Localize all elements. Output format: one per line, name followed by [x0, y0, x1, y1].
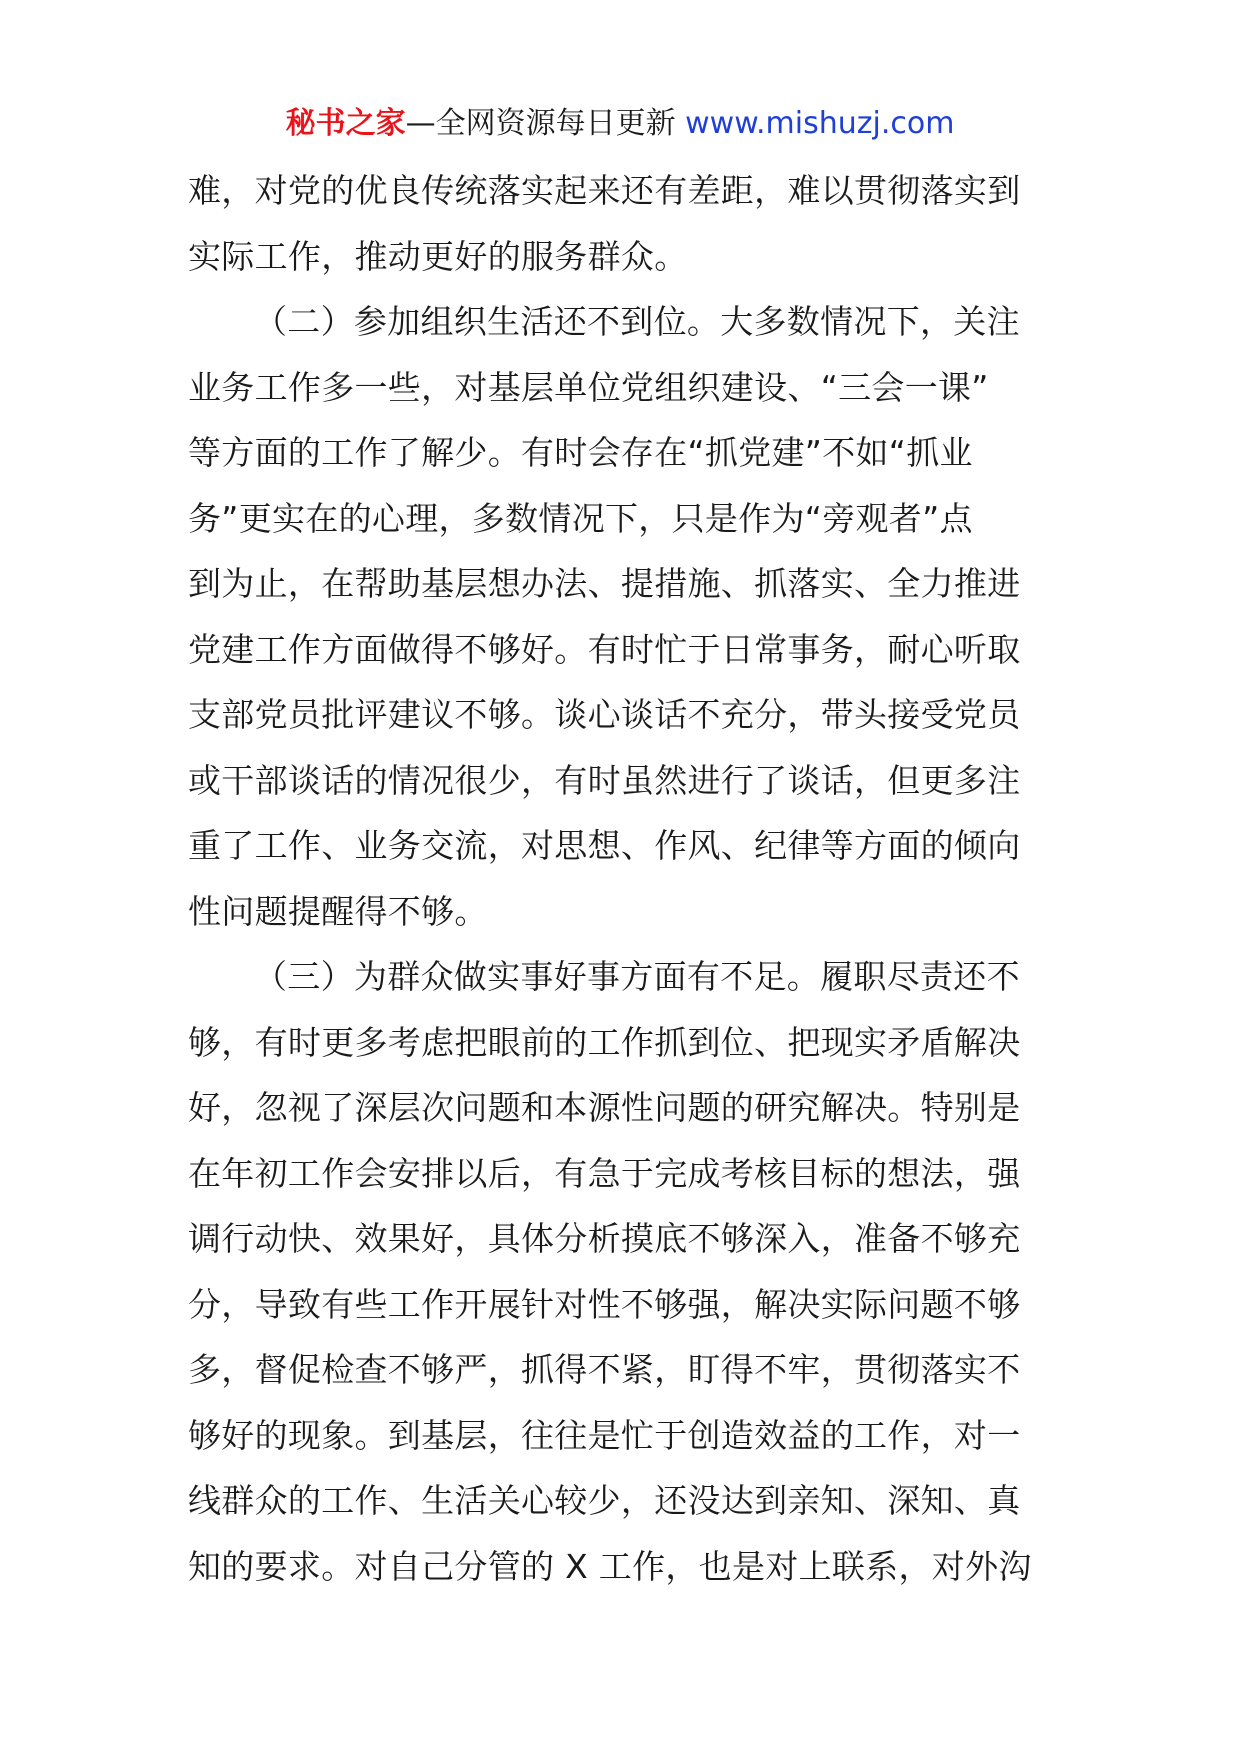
document-body: [188, 158, 1053, 1599]
section-heading-line: （二）参加组织生活还不到位。大多数情况下，关注: [254, 302, 1020, 341]
text-line: 实际工作，推动更好的服务群众。: [188, 236, 688, 276]
text-line: 够好的现象。到基层，往往是忙于创造效益的工作，对一: [188, 1415, 1021, 1455]
site-slogan: —全网资源每日更新: [405, 106, 676, 141]
text-line: 支部党员批评建议不够。谈心谈话不充分，带头接受党员: [188, 695, 1021, 734]
text-line: 党建工作方面做得不够好。有时忙于日常事务，耐心听取: [188, 629, 1021, 669]
text-line: 线群众的工作、生活关心较少，还没达到亲知、深知、真: [188, 1481, 1021, 1520]
text-line: 重了工作、业务交流，对思想、作风、纪律等方面的倾向: [188, 826, 1021, 865]
text-line: 性问题提醒得不够。: [188, 891, 488, 931]
text-line: 到为止，在帮助基层想办法、提措施、抓落实、全力推进: [188, 564, 1021, 603]
text-line: 在年初工作会安排以后，有急于完成考核目标的想法，强: [188, 1153, 1021, 1193]
text-line: 难，对党的优良传统落实起来还有差距，难以贯彻落实到: [188, 171, 1021, 210]
text-line: 或干部谈话的情况很少，有时虽然进行了谈话，但更多注: [188, 760, 1021, 800]
section-heading-line: （三）为群众做实事好事方面有不足。履职尽责还不: [254, 957, 1020, 996]
site-brand: 秘书之家: [285, 106, 406, 141]
text-line: 分，导致有些工作开展针对性不够强，解决实际问题不够: [188, 1284, 1021, 1324]
text-line: 知的要求。对自己分管的 X 工作，也是对上联系，对外沟: [188, 1546, 1032, 1586]
text-line: 好，忽视了深层次问题和本源性问题的研究解决。特别是: [188, 1088, 1021, 1127]
text-line: 务”更实在的心理，多数情况下，只是作为“旁观者”点: [188, 498, 973, 538]
text-line: 等方面的工作了解少。有时会存在“抓党建”不如“抓业: [188, 433, 973, 472]
page-header: [0, 100, 1240, 148]
text-line: 调行动快、效果好，具体分析摸底不够深入，准备不够充: [188, 1219, 1021, 1258]
site-url-link[interactable]: www.mishuzj.com: [685, 106, 955, 141]
text-line: 多，督促检查不够严，抓得不紧，盯得不牢，贯彻落实不: [188, 1350, 1021, 1389]
text-line: 业务工作多一些，对基层单位党组织建设、“三会一课”: [188, 367, 989, 407]
text-line: 够，有时更多考虑把眼前的工作抓到位、把现实矛盾解决: [188, 1022, 1021, 1062]
